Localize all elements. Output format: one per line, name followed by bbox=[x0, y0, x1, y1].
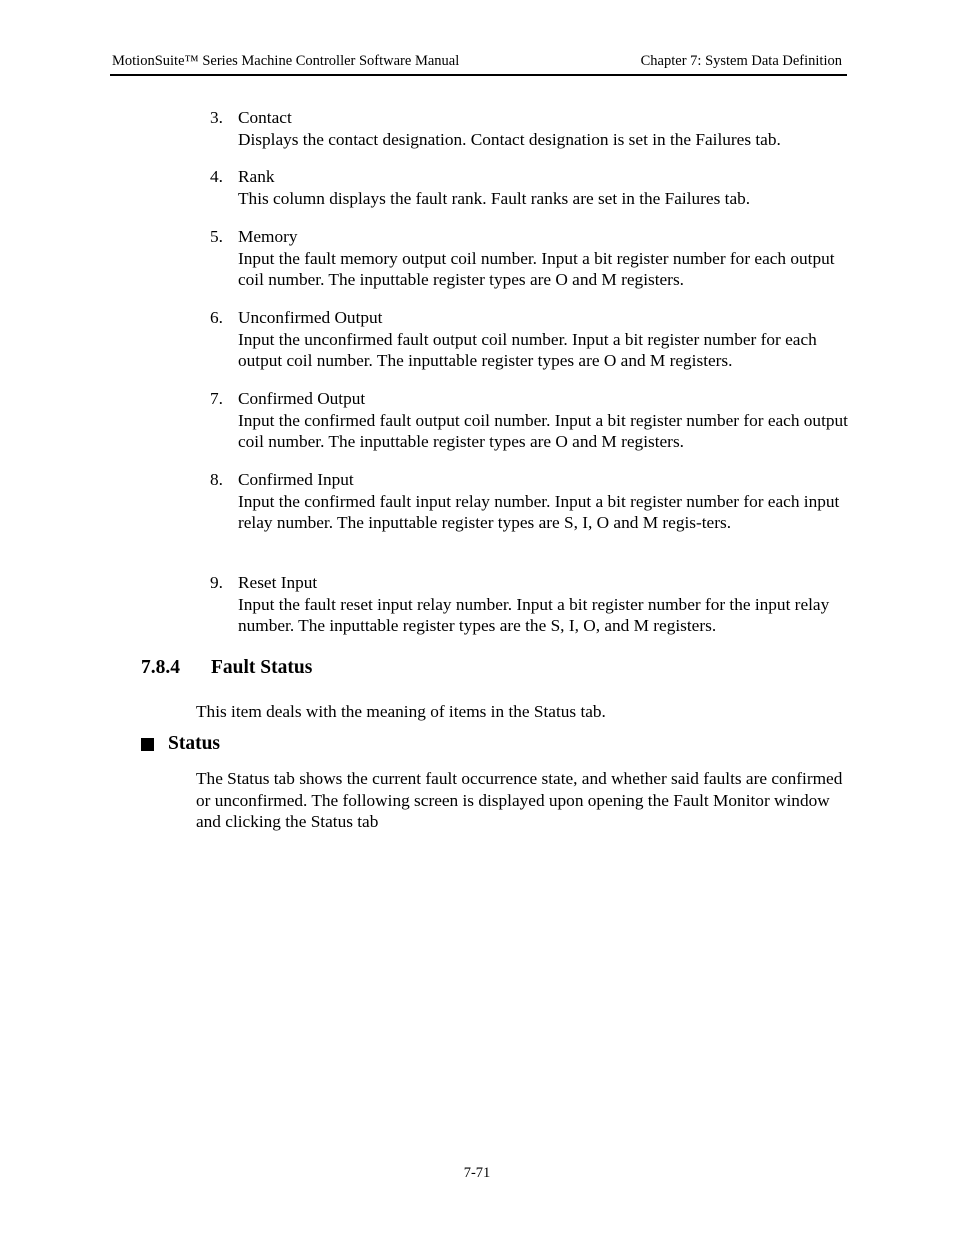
page-number: 7-71 bbox=[463, 1165, 491, 1181]
list-item-number: 8. bbox=[210, 470, 223, 489]
section-number: 7.8.4 bbox=[141, 657, 180, 678]
list-item-title: Confirmed Output bbox=[238, 389, 366, 408]
list-item-title: Rank bbox=[238, 167, 275, 186]
list-item-contact bbox=[210, 107, 850, 150]
list-item-confirmed-input bbox=[210, 469, 850, 534]
section-heading bbox=[141, 656, 312, 680]
list-item-description: Displays the contact designation. Contact designation is set in the Failures tab. bbox=[238, 129, 781, 149]
subsection-heading bbox=[141, 732, 220, 756]
list-item-description: Input the confirmed fault output coil number. Input a bit register number for each output coil number. The inputtable register types are O and M registers. bbox=[238, 410, 848, 452]
header-divider bbox=[110, 74, 847, 76]
list-item-number: 6. bbox=[210, 308, 223, 327]
list-item-title: Unconfirmed Output bbox=[238, 308, 383, 327]
list-item-number: 3. bbox=[210, 108, 223, 127]
list-item-description: Input the confirmed fault input relay number. Input a bit register number for each input relay number. The inputtable register types are S, I, O and M regis-ters. bbox=[238, 491, 840, 533]
section-intro-paragraph: This item deals with the meaning of items in the Status tab. bbox=[196, 702, 606, 721]
list-item-reset-input bbox=[210, 572, 850, 637]
list-item-title: Reset Input bbox=[238, 573, 318, 592]
running-header-title: MotionSuite™ Series Machine Controller Software Manual bbox=[112, 53, 460, 69]
list-item-memory bbox=[210, 226, 850, 291]
list-item-number: 5. bbox=[210, 227, 223, 246]
section-title: Fault Status bbox=[211, 657, 313, 678]
list-item-rank bbox=[210, 166, 850, 209]
list-item-description: This column displays the fault rank. Fault ranks are set in the Failures tab. bbox=[238, 188, 751, 208]
list-item-title: Memory bbox=[238, 227, 298, 246]
square-bullet-icon bbox=[141, 738, 154, 751]
list-item-unconfirmed-output bbox=[210, 307, 850, 372]
subsection-body-paragraph: The Status tab shows the current fault occurrence state, and whether said faults are confirmed or unconfirmed. The following screen is displayed upon opening the Fault Monitor window and clicking the Status tab bbox=[196, 769, 843, 832]
list-item-description: Input the fault memory output coil number. Input a bit register number for each output coil number. The inputtable register types are O and M registers. bbox=[238, 248, 835, 290]
running-header-chapter: Chapter 7: System Data Definition bbox=[640, 53, 842, 69]
list-item-title: Confirmed Input bbox=[238, 470, 354, 489]
list-item-number: 4. bbox=[210, 167, 223, 186]
list-item-title: Contact bbox=[238, 108, 292, 127]
list-item-number: 7. bbox=[210, 389, 223, 408]
list-item-number: 9. bbox=[210, 573, 223, 592]
subsection-title: Status bbox=[168, 733, 221, 754]
list-item-description: Input the unconfirmed fault output coil number. Input a bit register number for each output coil number. The inputtable register types are O and M registers. bbox=[238, 329, 817, 371]
list-item-description: Input the fault reset input relay number. Input a bit register number for the input relay number. The inputtable register types are the S, I, O, and M registers. bbox=[238, 594, 830, 636]
list-item-confirmed-output bbox=[210, 388, 850, 453]
